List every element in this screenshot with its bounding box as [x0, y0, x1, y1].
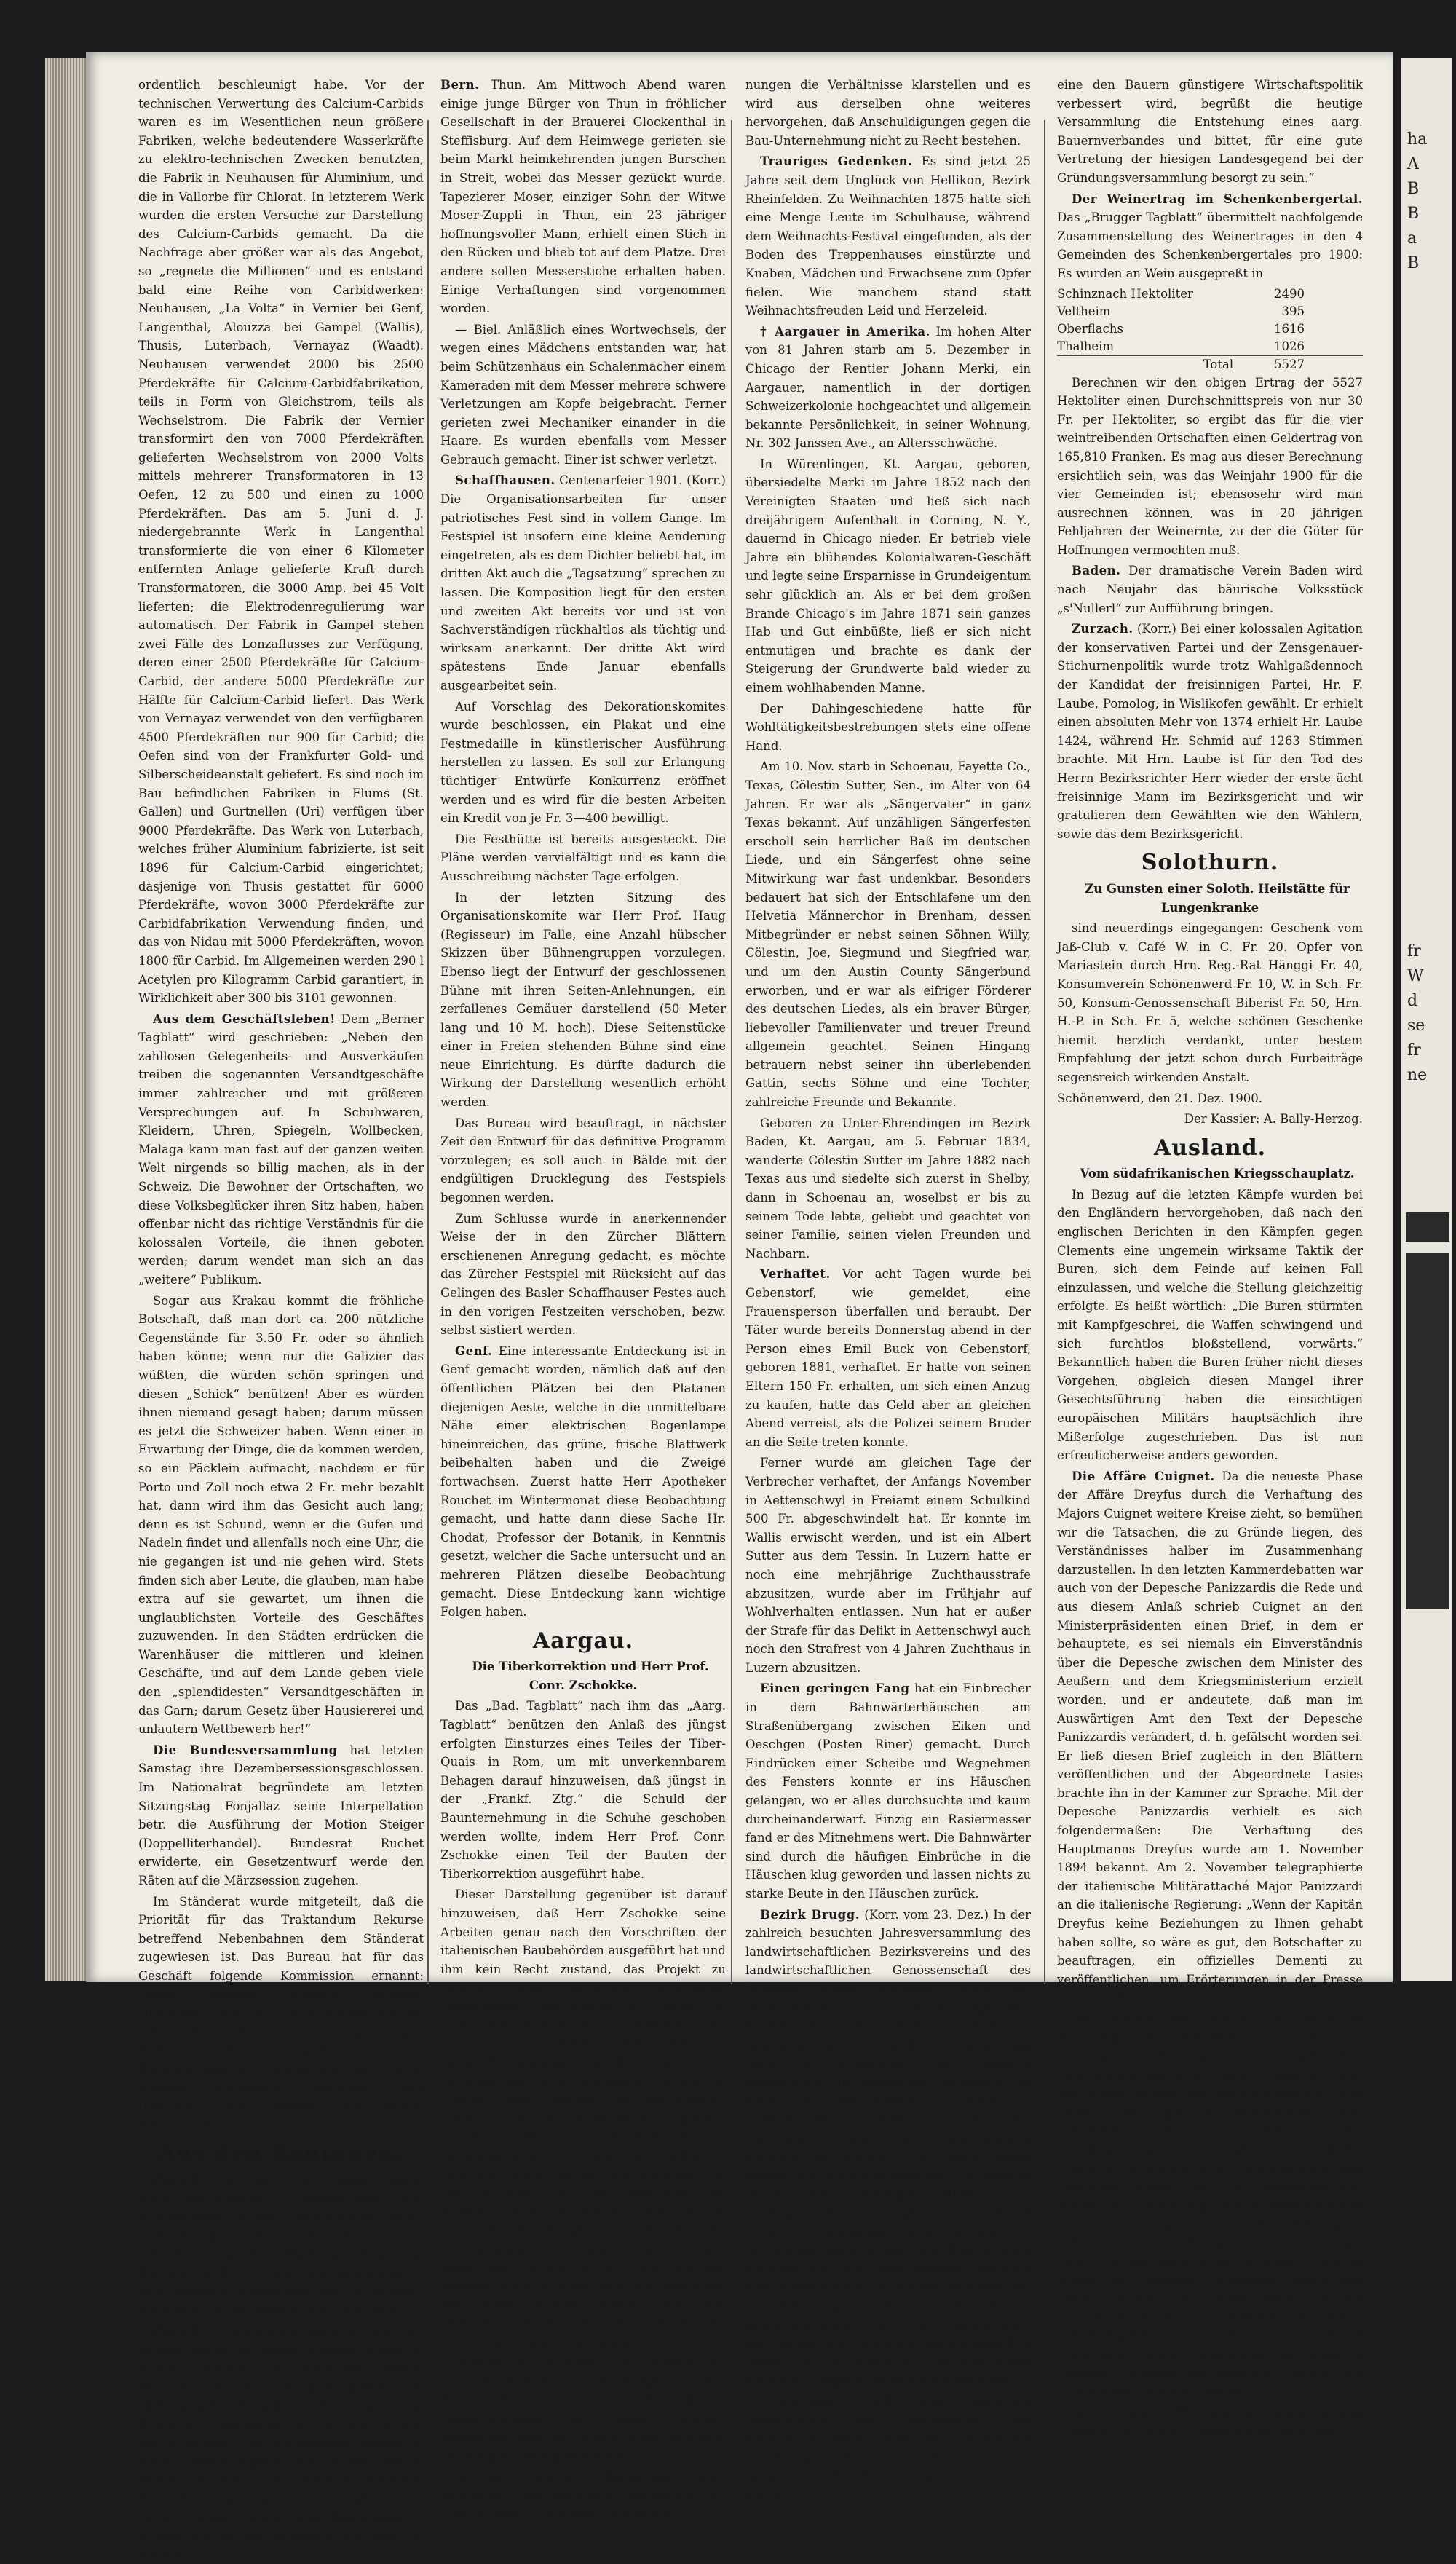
page-fragment: d: [1407, 992, 1418, 1010]
value-cell: 2490: [1274, 286, 1305, 301]
article-text: Die Festhütte ist bereits ausgesteckt. Die Pläne werden vervielfältigt und es kann die Ausschreibung nächster Tage erfolgen.: [440, 832, 726, 883]
column-rule: [1044, 120, 1045, 1984]
article-paragraph: Baden. Der dramatische Verein Baden wird nach Neujahr das bäurische Volksstück „s'Nullerl“ zur Aufführung bringen.: [1057, 564, 1363, 615]
page-fragment: se: [1407, 1017, 1425, 1035]
article-text: Geboren zu Unter-Ehrendingen im Bezirk Baden, Kt. Aargau, am 5. Februar 1834, wanderte Cölestin Sutter im Jahre 1882 nach Texas aus und siedelte sich zuerst in Shelby, dann in Schoenau an, woselbst er bis zu seinem Tode lebte, geliebt und geachtet von seiner Familie, seinen vielen Freunden und Nachbarn.: [745, 1116, 1031, 1261]
total-value: 5527: [1242, 355, 1363, 374]
section-heading: Aargau.: [532, 1628, 634, 1654]
article-text: Zum Schlusse wurde in anerkennender Weise der in den Zürcher Blättern erschienenen Anregung gedacht, es möchte das Zürcher Festspiel mit Rücksicht auf das Gelingen des Basler Schaffhauser Festes auch in den vorigen Festzeiten verschoben, bezw. selbst sistiert werden.: [440, 1211, 726, 1338]
article-paragraph: Verhaftet. Vor acht Tagen wurde bei Gebenstorf, wie gemeldet, eine Frauensperson überfallen und beraubt. Der Täter wurde bereits Donnerstag abend in der Person eines Emil Buck von Gebenstorf, geboren 1881, verhaftet. Er hatte von seinen Eltern 150 Fr. erhalten, um sich einen Anzug zu kaufen, hatte das Geld aber an gleichen Abend verreist, als die Polizei seinem Bruder an die Seite treten konnte.: [745, 1267, 1031, 1449]
signature-line: Schönenwerd, den 21. Dez. 1900.: [1057, 1091, 1263, 1105]
article-text: Ferner wurde am gleichen Tage der Verbrecher verhaftet, der Anfangs November in Aettenschwyl in Freiamt einem Schulkind 500 Fr. abgeschwindelt hat. Er konnte im Wallis erwischt werden, und ist ein Albert Sutter aus dem Tessin. In Luzern hatte er noch eine mehrjährige Zuchthausstrafe abzusitzen, wurde aber im Frühjahr auf Wohlverhalten entlassen. Nun hat er außer der Strafe für das Delikt in Aettenschwyl auch noch den Strafrest von 4 Jahren Zuchthaus in Luzern abzusitzen.: [745, 1456, 1031, 1675]
total-label: Total: [1057, 355, 1242, 374]
article-paragraph: Zürich. In Hochfelden wäre in einer der letzten Nächte ein junges Ehepaar wegen zu frühen Schließens der Ofenklappe beinahe der Erstickung durch Oxydgasvergiftung zum Opfer gefallen. Dasselbe wurde morgens vom Bruder des Ehemannes, der bei ihnen schlief, wie es scheint, zum Morgenessen kamen, in tiefer Bewußtlosigkeit und in den Betten liegend, so daß es nur leblos vorgefunden. Dem Arzte gelang es, die Opfer ihrer Unvorsichtigkeit wieder zum Bewußtsein zu bringen und sie, wie es scheint, am Leben zu erhalten.: [138, 2324, 424, 2562]
article-paragraph: Zürich. Aus dem Gerichtssaal. Jakob Märki, von Mönthal, Kt. Aargau, geb. 1849, Krankenwärter in der Hedingerschen Anstalt in Kilchberg, wurde von den Geschworenen schuldig erklärt des Pfändungsbetruges im Betrage von 861 Fr. und vom Gerichtshof zu acht Monaten Arbeitshaus und dreijähriger Einstellung im Aktivbürgerrecht verurteilt.: [138, 2172, 424, 2318]
place-cell: Schinznach Hektoliter: [1057, 286, 1193, 301]
page-fragment: fr: [1407, 942, 1421, 960]
place-cell: Oberflachs: [1057, 321, 1123, 336]
section-heading: Ausland.: [1153, 1135, 1267, 1161]
article-paragraph: Trauriges Gedenken. Es sind jetzt 25 Jahre seit dem Unglück von Hellikon, Bezirk Rheinfelden. Zu Weihnachten 1875 hatte sich eine Menge Leute im Schulhause, während dem Weihnachts-Festival eingefunden, als der Boden des Treppenhauses einstürzte und Knaben, Mädchen und Erwachsene zum Opfer fielen. Wie manchem stand statt Weihnachtsfreuden Leid und Herzeleid.: [745, 154, 1032, 318]
page-fragment: ha: [1407, 130, 1428, 149]
page-fragment: B: [1407, 254, 1420, 272]
article-heading: Einen geringen Fang: [760, 1681, 910, 1696]
article-heading: Baden.: [1072, 564, 1121, 578]
total-row: [1057, 355, 1363, 374]
article-text: nungen die Verhältnisse klarstellen und es wird aus derselben ohne weiteres hervorgehen, daß Anschuldigungen gegen die Bau-Unternehmung nicht zu Recht bestehen.: [745, 78, 1031, 148]
article-heading: Bern.: [440, 78, 480, 92]
article-paragraph: Schaffhausen. Centenarfeier 1901. (Korr.) Die Organisationsarbeiten für unser patriotisches Fest sind in vollem Gange. Im Festspiel ist insofern eine kleine Aenderung eingetreten, als es dem Dichter beliebt hat, im dritten Akt auch die „Tagsatzung“ sprechen zu lassen. Die Komposition liegt für den ersten und zweiten Akt bereits vor und ist von Sachverständigen rückhaltlos als tüchtig und wirksam anerkannt. Der dritte Akt wird spätestens Ende Januar ebenfalls ausgearbeitet sein.: [440, 473, 726, 693]
article-heading: Der Weinertrag im Schenkenbergertal.: [1072, 192, 1363, 206]
article-heading: † Aargauer in Amerika.: [760, 324, 930, 339]
column-2: [440, 76, 726, 2521]
article-text: In Würenlingen, Kt. Aargau, geboren, übersiedelte Merki im Jahre 1852 nach den Vereinigten Staaten und ließ sich nach dreijährigem Aufenthalt in Corning, N. Y., dauernd in Chicago nieder. Er betrieb viele Jahre ein blühendes Kolonialwaren-Geschäft und legte seine Ersparnisse in Grundeigentum sehr glücklich an. Als er bei dem großen Brande Chicago's im Jahre 1871 sein ganzes Hab und Gut einbüßte, ließ er sich nicht entmutigen und brachte es dank der Steigerung der Grundwerte bald wieder zu einem wohlhabenden Manne.: [745, 457, 1031, 695]
article-text: „Ueberzeugt, daß eine dauernde Besserstellung der Landwirtschaft nur möglich ist, wenn neben den technischen Forderungen unseres Gewerbes, auch der Absatz und die Verwertung der Produkte durch: [745, 2394, 1031, 2501]
article-text: Das Bureau wird beauftragt, in nächster Zeit den Entwurf für das definitive Programm vorzulegen; es soll auch in Bälde mit der endgültigen Drucklegung des Festspiels begonnen werden.: [440, 1116, 726, 1205]
article-paragraph: Der Weinertrag im Schenkenbergertal. Das „Brugger Tagblatt“ übermittelt nachfolgende Zusammenstellung des Weinertrages in den 4 Gemeinden des Schenkenbergertales pro 1900: Es wurden an Wein ausgepreßt in: [1057, 192, 1363, 280]
page-fragment: ne: [1407, 1066, 1428, 1084]
article-text: — Biel. Anläßlich eines Wortwechsels, der wegen eines Mädchens entstanden war, hat beim Schützenhaus ein Schalenmacher einem Kameraden mit dem Messer mehrere schwere Verletzungen am Kopfe beigebracht. Ferner gerieten zwei Mechaniker einander in die Haare. Es wurden ebenfalls vom Messer Gebrauch gemacht. Einer ist schwer verletzt.: [440, 322, 726, 467]
article-heading: Schaffhausen.: [455, 473, 555, 488]
article-text: ordentlich beschleunigt habe. Vor der technischen Verwertung des Calcium-Carbids waren es im Wesentlichen neun größere Fabriken, welche bedeutendere Wasserkräfte zu elektro-technischen Zwecken benutzten, die Fabrik in Neuhausen für Aluminium, und die in Vallorbe für Chlorat. In letzterem Werk wurden die ersten Versuche zur Darstellung des Calcium-Carbids gemacht. Da die Nachfrage aber größer war als das Angebot, so „regnete die Millionen“ und es entstand bald eine Reihe von Carbidwerken: Neuhausen, „La Volta“ in Vernier bei Genf, Langenthal, Alouzza bei Gampel (Wallis), Thusis, Luterbach, Vernayaz (Waadt). Neuhausen verwendet 2000 bis 2500 Pferdekräfte für Calcium-Carbidfabrikation, teils in Form von Gleichstrom, teils als Wechselstrom. Die Fabrik der Vernier transformirt den von 7000 Pferdekräften gelieferten Wechselstrom von 2000 Volts mittels mehrerer Transformatoren in 13 Oefen, 12 zu 500 und einen zu 1000 Pferdekräften. Das am 5. Juni d. J. niedergebrannte Werk in Langenthal transformierte die von einer 6 Kilometer entfernten Anlage gelieferte Kraft durch Transformatoren, die 3000 Amp. bei 45 Volt lieferten; die Elektrodenregulierung war automatisch. Der Fabrik in Gampel stehen zwei Fälle des Lonzaflusses zur Verfügung, deren einer 2500 Pferdekräfte für Calcium-Carbid, der andere 5000 Pferdekräfte zur Hälfte für Calcium-Carbid liefert. Das Werk von Vernayaz verwendet von den verfügbaren 4500 Pferdekräften nur 900 für Carbid; die Oefen sind von der Frankfurter Gold- und Silberscheideanstalt geliefert. Es sind noch im Bau befindlichen Fabriken in Flums (St. Gallen) und Gurtnellen (Uri) verfügen über 9000 Pferdekräfte. Das Werk von Luterbach, welches früher Aluminium fabrizierte, ist seit 1896 für Calcium-Carbid eingerichtet; dasjenige von Thusis gestattet für 6000 Pferdekräfte, wovon 3000 Pferdekräfte zur Carbidfabrikation Verwendung finden, und das von Nidau mit 5000 Pferdekräften, wovon 1800 für Carbid. Im Allgemeinen werden 290 l Acetylen pro Kilogramm Carbid garantiert, in Wirklichkeit aber 300 bis 3101 gewonnen.: [138, 78, 424, 1006]
article-paragraph: Die Affäre Cuignet. Da die neueste Phase der Affäre Dreyfus durch die Verhaftung des Majors Cuignet weitere Kreise zieht, so bemühen wir die Tatsachen, die zu Gründe liegen, des Verständnisses halber im Zusammenhang darzustellen. In den letzten Kammerdebatten war auch von der Depesche Panizzardis die Rede und aus diesem Anlaß schrieb Cuignet an den Ministerpräsidenten einen Brief, in dem er behauptete, es sei niemals ein Einverständnis über die Depesche zwischen dem Minister des Aeußern und dem Kriegsministerium erzielt worden, und er andeutete, daß man im Auswärtigen Amt den Text der Depesche Panizzardis verändert, d. h. gefälscht worden sei. Er ließ diesen Brief zugleich in den Blättern veröffentlichen und der Abgeordnete Lasies brachte ihn in der Kammer zur Sprache. Mit der Depesche Panizzardis verhielt es sich folgendermaßen: Die Verhaftung des Hauptmanns Dreyfus wurde am 1. November 1894 bekannt. Am 2. November telegraphierte der italienische Militärattaché Major Panizzardi an die italienische Regierung: „Wenn der Kapitän Dreyfus keine Beziehungen zu Ihnen gehabt haben sollte, so wäre es gut, den Botschafter zu beauftragen, ein offizielles Dementi zu veröffentlichen, um Erörterungen in der Presse zu vermeiden.“: [1057, 1469, 1363, 2005]
article-text: In der letzten Sitzung des Organisationskomite war Herr Prof. Haug (Regisseur) im Falle, eine Anzahl hübscher Skizzen über Bühnengruppen vorzulegen. Ebenso liegt der Entwurf der geschlossenen Bühne mit ihren Seiten-Anlehnungen, ein zerfallenes Gemäuer darstellend (50 Meter lang und 10 M. hoch). Diese Seitenstücke einer in Freien stehenden Bühne sind eine neue Einrichtung. Es dürfte dadurch die Wirkung der Darstellung wesentlich erhöht werden.: [440, 890, 726, 1110]
article-text: In der „Schweiz. Bauzeitung“ wird demnächst eine technische Abhandlung mit erläuternden Zeichnungen erscheinen.: [440, 2469, 726, 2521]
article-heading: Die Tiberkorrektion und Herr Prof. Conr. Zschokke.: [472, 1660, 709, 1692]
article-heading: Zu Gunsten einer Soloth. Heilstätte für Lungenkranke: [1085, 881, 1350, 915]
article-text: Im Ständerat wurde mitgeteilt, daß die Priorität für das Traktandum Rekurse betreffend Nebenbahnen dem Ständerat zugewiesen ist. Das Bureau hat für das Geschäft folgende Kommission ernannt: Usteri (Präsident), Berthoud, Calonder, Hildebrand, Richard, Scherb, Winiger. Für das auf die Märzsession angekündigte Traktandum, Revision von Art. 32 bis der Bundesverfassung (Doppelliterartikel) wurde folgende Kommission bestimmt: Isler (Präsident), Bigler, Chappaz, Dähler, Müller, Python, Scherrer.: [138, 1894, 424, 2132]
wine-yield-table: [1057, 285, 1363, 374]
table-row: [1057, 285, 1363, 303]
dark-ad-block: [1406, 1253, 1449, 1609]
value-cell: 1616: [1274, 321, 1305, 336]
column-rule: [427, 120, 429, 1984]
article-text: Sogar aus Krakau kommt die fröhliche Botschaft, daß man dort ca. 200 nützliche Gegenstände für 3.50 Fr. oder so ähnlich haben könne; wenn nur die Galizier das wüßten, die würden schön springen und diesen „Schick“ benützen! Aber es würden ihnen niemand gesagt haben; darum müssen es jetzt die Schweizer haben. Wenn einer in Erwartung der Dinge, die da kommen werden, so ein Päcklein aufmacht, nachdem er für Porto und Zoll noch etwa 2 Fr. mehr bezahlt hat, dann wird ihm das Gesicht auch lang; denn es ist Schund, wenn er die Gufen und Nadeln findet und allenfalls noch eine Uhr, die nie gegangen ist und nie gehen wird. Stets finden sich aber Leute, die glauben, man habe extra auf sie gewartet, um ihnen die unglaublichsten Vorteile des Geschäftes zuzuwenden. In den Städten erdrücken die Warenhäuser die mittleren und kleinen Geschäfte, und auf dem Lande geben viele den „splendidesten“ Versandtgeschäften in das Garn; darum Gesetz über Hausiererei und unlautern Wettbewerb her!“: [138, 1293, 424, 1737]
article-text: Berechnen wir den obigen Ertrag der 5527 Hektoliter einen Durchschnittspreis von nur 30 Fr. per Hektoliter, so ergibt das für die vier weintreibenden Ortschaften einen Geldertrag von 165,810 Franken. Es mag aus dieser Berechnung ersichtlich sein, was das Weinjahr 1900 für die vier Gemeinden ist; ebensosehr wird man ausrechnen können, was in 20 jährigen Fehljahren der Weinernte, zu der die Güter für Hoffnungen vermochten muß.: [1057, 375, 1363, 557]
table-row: [1057, 338, 1363, 356]
article-text: eine den Bauern günstigere Wirtschaftspolitik verbessert wird, begrüßt die heutige Versammlung die Entstehung eines aarg. Bauernverbandes und bittet, für eine gute Vertretung der hiesigen Landesgegend bei der Gründungsversammlung besorgt zu sein.“: [1057, 78, 1363, 185]
page-fragment: B: [1407, 205, 1420, 223]
section-heading: Solothurn.: [1141, 850, 1279, 876]
article-heading: Zürich.: [153, 2324, 205, 2338]
value-cell: 1026: [1274, 339, 1305, 353]
article-text: Dieser Darstellung gegenüber ist darauf hinzuweisen, daß Herr Zschokke seine Arbeiten genau nach den Vorschriften der italienischen Baubehörden ausgeführt hat und ihm kein Recht zustand, das Projekt zu ändern. Diese Behörden bestimmten ausschließlich von Strecke zu Strecke die Tiefe, auf welche die Fundamente der Quaimauern ausgeführt werden mußten und diese Bestimmungen wurden von Herrn Zschokke stets genau eingehalten. Gerade die Strecke „Isola Tiberina“, wo der Einsturz erfolgt ist, war auf diese Weise ausgeführt worden, insofern die Tiefe dort auf eine ausnahmsweise Vertiefung des Flußbettes eintreten mußte, bis die Unternehmung von ihm im Jahre 1887 mit Zuschriften und Protesten an die Behörde bezeichnet und die Unternehmung ist später mit Ansichten der Unternehmung in Flugschriften vielfach besprochen worden und war den Behörden bekannt. Vielfach haben dann die Vorschläge von Herrn Zschokke ausgezeichnet, wie deutlich durch die Folge der Tatsache der letzten Zeit erwiesen worden ist.: [440, 1888, 726, 2349]
article-text: Am 27. April 1899 unterzeichneten General Chamoin und Major Cuignet als Vertreter des: [1057, 2405, 1363, 2439]
article-paragraph: † Aargauer in Amerika. Im hohen Alter von 81 Jahren starb am 5. Dezember in Chicago der Rentier Johann Merki, ein Aargauer, namentlich in der dortigen Schweizerkolonie hochgeachtet und allgemein bekannte Persönlichkeit, in seiner Wohnung, Nr. 302 Janssen Ave., an Altersschwäche.: [745, 324, 1031, 451]
article-heading: Die Affäre Cuignet.: [1072, 1469, 1215, 1483]
article-paragraph: Bezirk Brugg. (Korr. vom 23. Dez.) In der zahlreich besuchten Jahresversammlung des landwirtschaftlichen Bezirksvereins und des landwirtschaftlichen Genossenschaft des Bezirkes Brugg referierte heute Hr. Bauernsekretär Dr. Laur über die Frage: „Wie kann der Bauer sein Einkommen vermehren?“ Angesichts der betrübenden Tatsache, daß nach den Ergebnissen der neuesten Volkszählung die bäuerliche Bevölkerung in stetig zurückgeht, verdient der Referent in trefflicher Weise die Faktoren, von denen die materielle Hebung des Bauernstandes abhängig ist, darlegte. Der Bauer müsse billiger und rationeller produziert, für bessere Preise und günstigen Absatz der Landesprodukte gesorgt und überall möglichste Sparsamkeit geübt werden. Die bezüglichen Bestrebungen der Bauern seien aber nur dann von Erfolg begleitet, wenn sie vom Staate unterstützt würden, was aber nur von dem Vorgang anderer Länder wirksam geschehen könne. Die luciden Ausführungen des geschätzten Referenten fanden lebhaften Beifall und es wurde im Anschluß daran einstimmig folgende Resolution beschlossen:: [745, 1907, 1032, 2388]
article-text: Die Depesche war chiffriert und wurde im Auswärtigen Amt entziffert, wo ihr der Rat Paléologue vor dem Kassationshof ergeben hat. Zum Anfang herrschte einige Unklarheit über den letzten Satzteil, der zuerst als folgende Form hatte: „Unser Agent ist benachrichtigt“; aber schließlich stellten die Gelehrten des auswärtigen Amtes fest, daß er sei, daß die Depesche im Sekretariat des Kriegsministeriums übergeben worden war. Das Auswärtige Amt stellte die Entzifferung dem Kriegsministerium mit, um sich gegen falsche Ueberlieferung zu schützen, aber im Kriegsministerium tat man nichts, um den Sachverhalt aufzuklären, und so wurde die Depesche Panizzardis gegen den Oberst Picquart im Prozeß gegen Dreyfus benutzt. Die Staatsanwaltschaft hatte den Text in vollständig falscher Form übernommen, während Hauptmann Cuignet behauptete, die Depesche Panizzardi enthalte die Fälschung Henrys, die Echtheit der Depesche bewies.: [1057, 2012, 1363, 2399]
article-heading: Bezirk Brugg.: [760, 1907, 860, 1922]
column-4: [1057, 76, 1363, 2439]
article-text: Speziell Herr Professor Conr. Zschokke hat in seinen Referaten an dem Eidgenössischen Polytechnikum zu Zürich ausführlich die Zusammenhänge der „Isola Tiberina“ besprochen und als Beispiel einer technisch unrichtigen Lösung angeführt.: [440, 2356, 726, 2464]
article-text: Auf Vorschlag des Dekorationskomites wurde beschlossen, ein Plakat und eine Festmedaille in künstlerischer Ausführung herstellen zu lassen. Es soll zur Erlangung tüchtiger Entwürfe Konkurrenz eröffnet werden und es wird für die besten Arbeiten ein Kredit von je Fr. 3—400 bewilligt.: [440, 699, 726, 826]
column-1: [138, 76, 424, 2562]
article-paragraph: Zurzach. (Korr.) Bei einer kolossalen Agitation der konservativen Partei und der Zensgenauer-Stichurnenpolitik wurde trotz Wahlgaßdennoch der Kandidat der freisinnigen Partei, Hr. F. Laube, Pomolog, in Wislikofen gewählt. Er erhielt einen absoluten Mehr von 1374 erhielt Hr. Laube 1424, während Hr. Schmid auf 1263 Stimmen brachte. Mit Hrn. Laube ist für den Tod des Herrn Bezirksrichter Herr wieder der erste ächt freisinnige Mann im Bezirksgericht und wir gratulieren dem Gewählten wie den Wählern, sowie das dem Bezirksgericht.: [1057, 622, 1363, 841]
page-fragment: a: [1407, 229, 1417, 248]
article-paragraph: Aus dem Geschäftsleben! Dem „Berner Tagblatt“ wird geschrieben: „Neben den zahllosen Gelegenheits- und Ausverkäufen treiben die sogenannten Versandtgeschäfte immer zahlreicher und mit größeren Versprechungen auf. In Schuhwaren, Kleidern, Uhren, Spiegeln, Wollbecken, Malaga kann man fast auf der ganzen weiten Welt nirgends so billig machen, als in der Schweiz. Die Bewohner der Ortschaften, wo diese Volksbeglücker ihren Sitz haben, haben offenbar nicht das richtige Verständnis für die kolossalen Vorteile, die ihnen geboten werden; darum wendet man sich an das „weitere“ Publikum.: [138, 1011, 424, 1287]
section-heading: Aus den Kantonen.: [158, 2141, 404, 2167]
article-text: sind neuerdings eingegangen: Geschenk vom Jaß-Club v. Café W. in C. Fr. 20. Opfer von Mariastein durch Hrn. Reg.-Rat Hänggi Fr. 40, Konsumverein Schönenwerd Fr. 10, W. in Sch. Fr. 50, Konsum-Genossenschaft Biberist Fr. 50, Hrn. H.-P. in Sch. Fr. 5, welche schönen Geschenke hiemit herzlich verdankt, unter bestem Empfehlung der jetzt schon durch Furbeiträge segensreich wirkenden Anstalt.: [1057, 921, 1363, 1084]
table-row: [1057, 320, 1363, 338]
article-text: In Bezug auf die letzten Kämpfe wurden bei den Engländern hervorgehoben, daß nach den englischen Berichten in den Kämpfen gegen Clements eine ungemein wirksame Taktik der Buren, sich dem Feinde auf keinen Fall einzulassen, und welche die Stellung gleichzeitig erfolgte. Es heißt wörtlich: „Die Buren stürmten mit Kampfgeschrei, die Waffen schwingend und sich furchtlos bloßstellend, vorwärts.“ Bekanntlich haben die Buren früher nicht dieses Vorgehen, obgleich diesen Mangel ihrer Gesechtsführung haben die einsichtigen europäischen Militärs hauptsächlich ihre Mißerfolge zugeschrieben. Das ist nun erfreulicherweise anders geworden.: [1057, 1187, 1363, 1463]
article-heading: Die Bundesversammlung: [153, 1743, 338, 1757]
page-fragment: fr: [1407, 1041, 1421, 1060]
table-row: [1057, 303, 1363, 320]
article-heading: Verhaftet.: [760, 1267, 831, 1282]
article-text: Der Dahingeschiedene hatte für Wohltätigkeitsbestrebungen stets eine offene Hand.: [745, 701, 1031, 753]
value-cell: 395: [1281, 304, 1305, 318]
place-cell: Thalheim: [1057, 339, 1115, 353]
article-paragraph: Die Bundesversammlung hat letzten Samstag ihre Dezembersessionsgeschlossen. Im Nationalrat begründete am letzten Sitzungstag Fonjallaz seine Interpellation betr. die Ausführung der Motion Steiger (Doppelliterhandel). Bundesrat Ruchet erwiderte, ein Gesetzentwurf werde den Räten auf die Märzsession zugehen.: [138, 1743, 424, 1888]
article-text: Das „Bad. Tagblatt“ nach ihm das „Aarg. Tagblatt“ benützen den Anlaß des jüngst erfolgten Einsturzes eines Teiles der Tiber-Quais in Rom, um mit unverkennbarem Behagen darauf hinzuweisen, daß jüngst in der „Frankf. Ztg.“ die Schuld der Baunternehmung in die Schuhe geschoben werden wollte, indem Herr Prof. Conr. Zschokke einen Teil der Bauten der Tiberkorrektion ausgeführt habe.: [440, 1699, 726, 1881]
article-text: Am 10. Nov. starb in Schoenau, Fayette Co., Texas, Cölestin Sutter, Sen., im Alter von 64 Jahren. Er war als „Sängervater“ in ganz Texas bekannt. Auf unzähligen Sängerfesten erscholl sein herrlicher Baß im deutschen Liede, und ein Sängerfest ohne seine Mitwirkung war fast undenkbar. Besonders bedauert hat sich der Entschlafene um den Helvetia Männerchor in Brenham, dessen Mitbegründer er nebst seinen Söhnen Willy, Cölestin, Joe, Siegmund und Siegfried war, und um den Austin County Sängerbund erworben, und er war als eifriger Förderer des deutschen Liedes, als ein braver Bürger, liebevoller Familienvater und treuer Freund allgemein geachtet. Seinen Hingang betrauern nebst seiner ihn überlebenden Gattin, sechs Söhne und eine Tochter, zahlreiche Freunde und Bekannte.: [745, 760, 1031, 1110]
adjacent-page-strip: [1401, 58, 1452, 1981]
article-heading: Zürich.: [153, 2172, 205, 2187]
article-heading: Aus dem Geschäftsleben!: [153, 1011, 336, 1026]
article-paragraph: Einen geringen Fang hat ein Einbrecher in dem Bahnwärterhäuschen am Straßenübergang zwischen Eiken und Oeschgen (Posten Riner) gemacht. Durch Eindrücken einer Scheibe und Wegnehmen des Fensters konnte er ins Häuschen gelangen, wo er alles durchsuchte und kaum durcheinanderwarf. Einzig ein Rasiermesser fand er des Mitnehmens wert. Die Bahnwärter sind durch die häufigen Einbrüche in die Häuschen klug geworden und lassen nichts zu starke Beute in den Häuschen zurück.: [745, 1681, 1031, 1901]
place-cell: Veltheim: [1057, 304, 1111, 318]
page-fragment: A: [1407, 155, 1419, 173]
column-3: [745, 76, 1032, 2501]
page-fragment: W: [1407, 967, 1424, 985]
article-heading: Vom südafrikanischen Kriegsschauplatz.: [1080, 1167, 1355, 1181]
column-rule: [731, 120, 732, 1984]
book-edge: [45, 58, 87, 1981]
article-paragraph: Bern. Thun. Am Mittwoch Abend waren einige junge Bürger von Thun in fröhlicher Gesellschaft in der Brauerei Glockenthal in Steffisburg. Auf dem Heimwege gerieten sie beim Markt heimkehrenden jungen Burschen in Streit, wobei das Messer gezückt wurde. Tapezierer Moser, einziger Sohn der Witwe Moser-Zuppli in Thun, ein 23 jähriger hoffnungsvoller Mann, erhielt einen Stich in den Rücken und blieb tot auf dem Platze. Drei andere sollen Messerstiche erhalten haben. Einige Verhaftungen sind vorgenommen worden.: [440, 78, 726, 316]
article-paragraph: Genf. Eine interessante Entdeckung ist in Genf gemacht worden, nämlich daß auf den öffentlichen Plätzen bei den Platanen diejenigen Aeste, welche in die unmittelbare Nähe einer elektrischen Bogenlampe hineinreichen, das grüne, frische Blattwerk beibehalten haben und die Zweige fortwachsen. Zuerst hatte Herr Apotheker Rouchet im Wintermonat diese Beobachtung gemacht, und hatte dann diese Sache Hr. Chodat, Professor der Botanik, in Kenntnis gesetzt, welcher die Sache untersucht und an mehreren Plätzen dieselbe Beobachtung gemacht. Diese Entdeckung kann wichtige Folgen haben.: [440, 1344, 726, 1620]
article-heading: Zurzach.: [1072, 622, 1133, 636]
article-heading: Genf.: [455, 1344, 493, 1358]
page-fragment: B: [1407, 180, 1420, 198]
signature-line: Der Kassier: A. Bally-Herzog.: [1184, 1112, 1363, 1127]
dark-ad-block: [1406, 1212, 1449, 1242]
article-heading: Trauriges Gedenken.: [760, 154, 913, 169]
